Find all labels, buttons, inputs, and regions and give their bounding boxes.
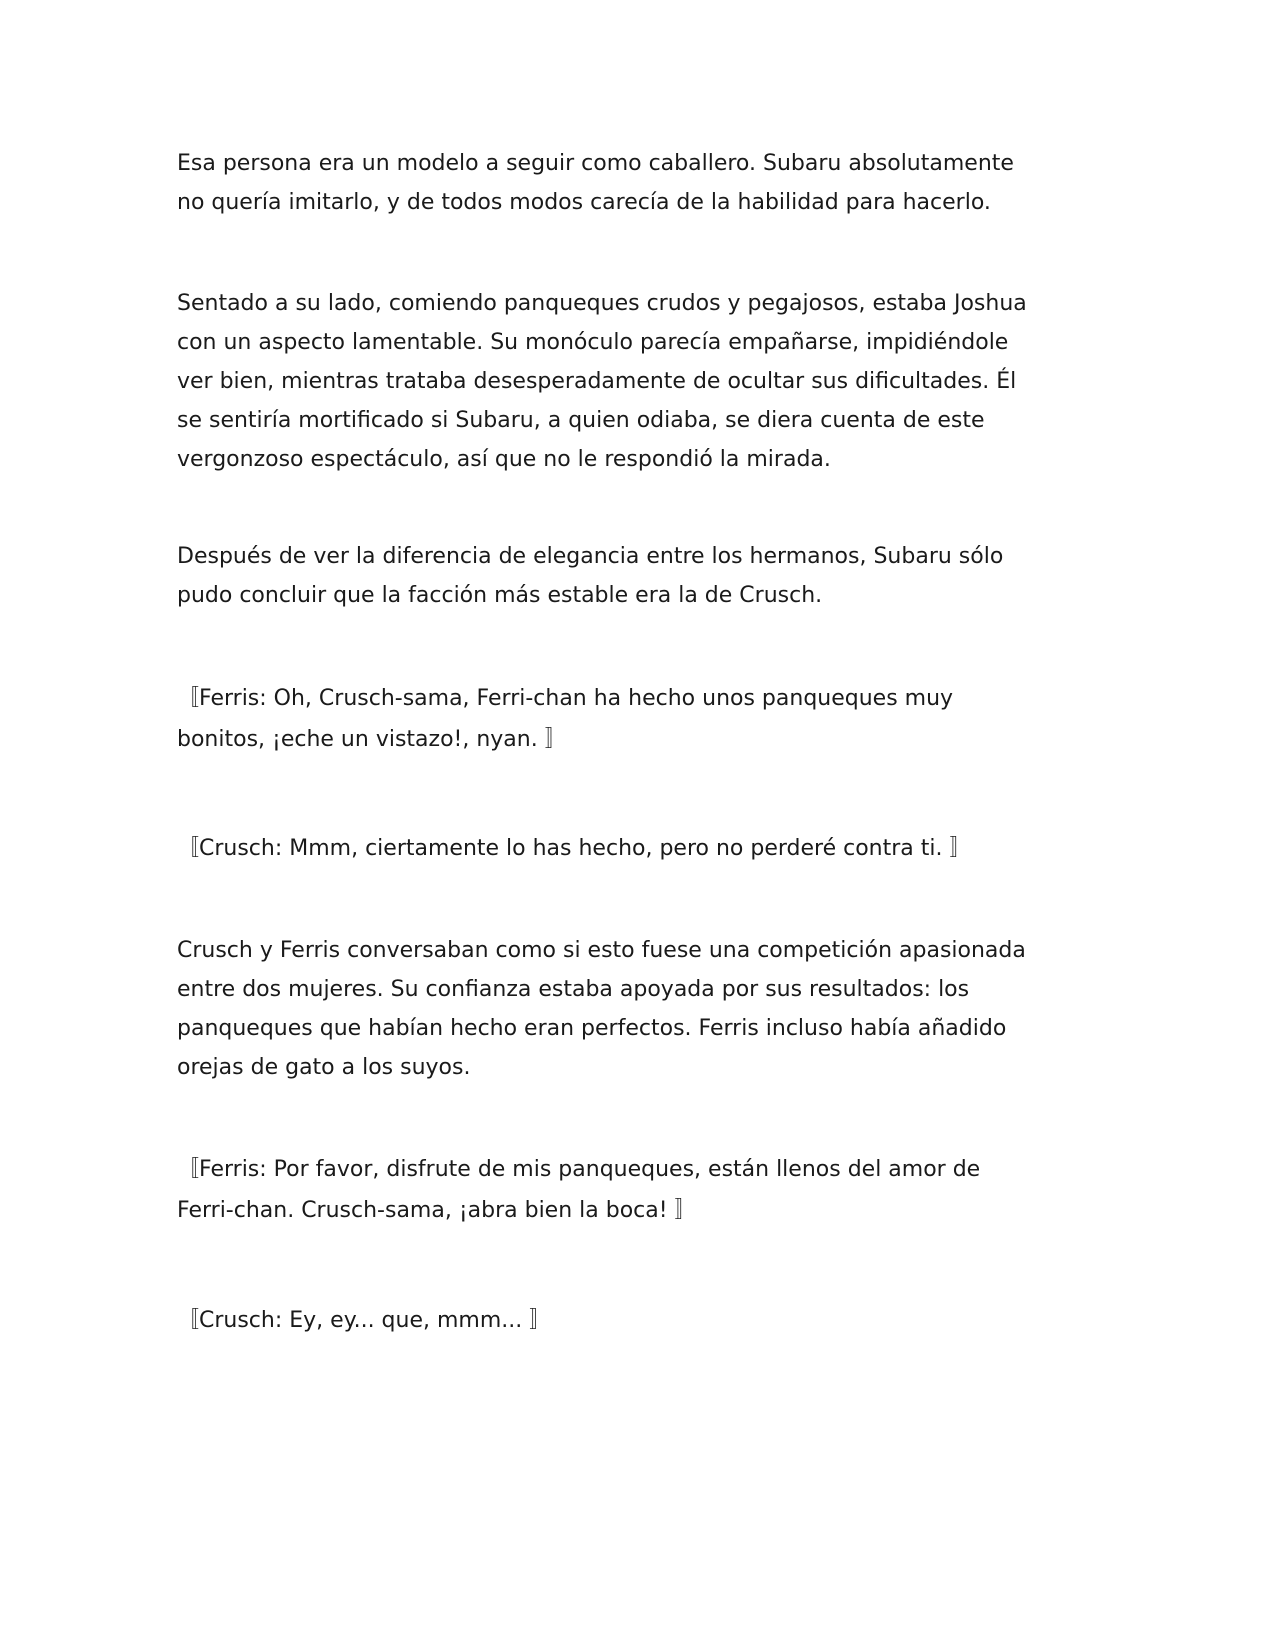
text-line: Sentado a su lado, comiendo panqueques crudos y pegajosos, estaba Joshua [177, 291, 1027, 316]
text-line: bonitos, ¡eche un vistazo!, nyan. 〛 [177, 727, 567, 752]
text-line: pudo concluir que la facción más estable era la de Crusch. [177, 583, 823, 608]
paragraph-4 [177, 931, 1097, 1087]
dialogue-ferris-2 [177, 1149, 1097, 1231]
text-line: ver bien, mientras trataba desesperadamente de ocultar sus dificultades. Él [177, 369, 1017, 394]
text-line: Después de ver la diferencia de elegancia entre los hermanos, Subaru sólo [177, 544, 1004, 569]
text-line: vergonzoso espectáculo, así que no le respondió la mirada. [177, 447, 831, 472]
text-line: 〚Ferris: Oh, Crusch-sama, Ferri-chan ha hecho unos panqueques muy [177, 686, 954, 711]
dialogue-ferris-1 [177, 678, 1097, 760]
dialogue-crusch-2 [177, 1300, 1097, 1341]
text-line: panqueques que habían hecho eran perfectos. Ferris incluso había añadido [177, 1016, 1007, 1041]
text-line: orejas de gato a los suyos. [177, 1055, 471, 1080]
text-line: con un aspecto lamentable. Su monóculo parecía empañarse, impidiéndole [177, 330, 1009, 355]
text-line: 〚Crusch: Mmm, ciertamente lo has hecho, pero no perderé contra ti. 〛 [177, 836, 972, 861]
text-line: se sentiría mortificado si Subaru, a quien odiaba, se diera cuenta de este [177, 408, 985, 433]
text-line: Crusch y Ferris conversaban como si esto fuese una competición apasionada [177, 938, 1026, 963]
text-line: 〚Crusch: Ey, ey... que, mmm... 〛 [177, 1308, 552, 1333]
text-line: Esa persona era un modelo a seguir como caballero. Subaru absolutamente [177, 151, 1014, 176]
paragraph-1 [177, 144, 1097, 222]
text-line: no quería imitarlo, y de todos modos carecía de la habilidad para hacerlo. [177, 190, 991, 215]
text-line: entre dos mujeres. Su confianza estaba apoyada por sus resultados: los [177, 977, 970, 1002]
dialogue-crusch-1 [177, 828, 1097, 869]
text-line: 〚Ferris: Por favor, disfrute de mis panqueques, están llenos del amor de [177, 1157, 981, 1182]
paragraph-3 [177, 537, 1097, 615]
paragraph-2 [177, 284, 1097, 479]
text-line: Ferri-chan. Crusch-sama, ¡abra bien la boca! 〛 [177, 1198, 697, 1223]
